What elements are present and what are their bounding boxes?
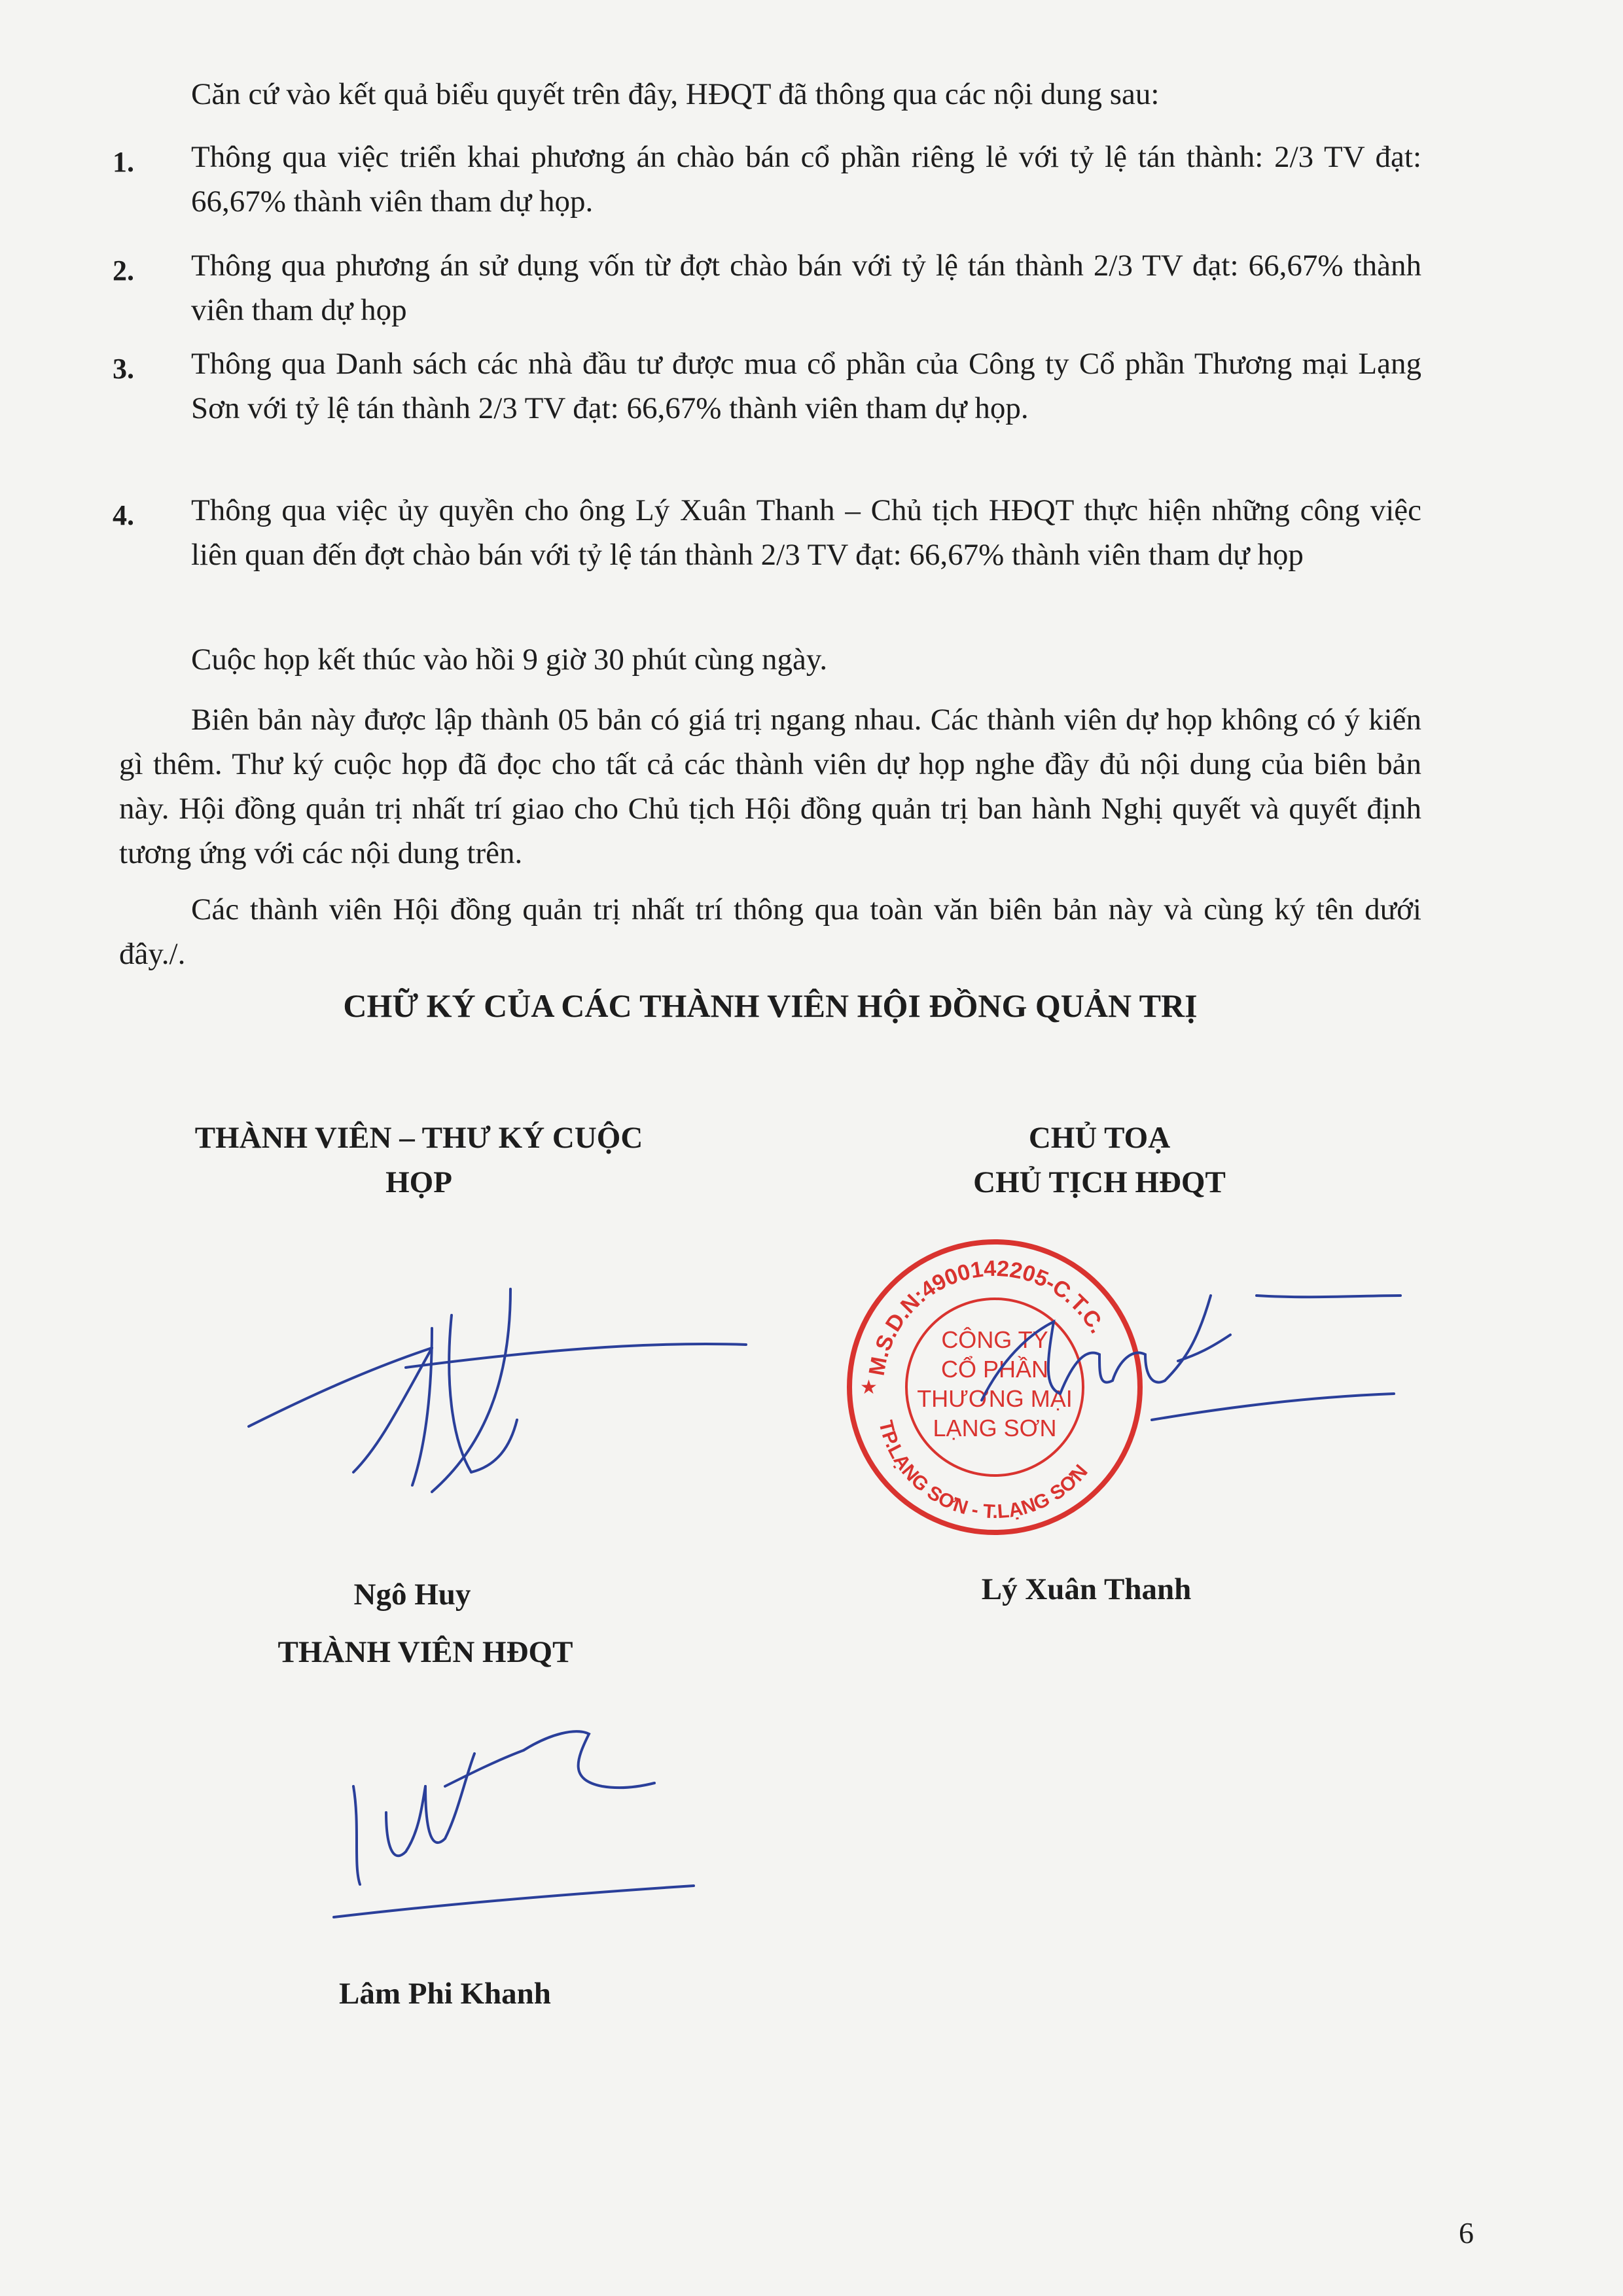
- left-role-line2: HỌP: [385, 1165, 452, 1199]
- stamp-star-icon: ★: [860, 1377, 878, 1398]
- list-item: Thông qua việc triển khai phương án chào bán cổ phần riêng lẻ với tỷ lệ tán thành: 2/3 TV đạt: 66,67% thành viên tham dự họp.: [191, 140, 1421, 219]
- item-number: 2.: [113, 255, 134, 287]
- signature-ly-xuan-thanh: [903, 1282, 1400, 1453]
- signature-ngo-huy: [236, 1276, 759, 1525]
- intro-text: Căn cứ vào kết quả biểu quyết trên đây, HĐQT đã thông qua các nội dung sau:: [191, 77, 1160, 111]
- stamp-bottom-text: TP.LẠNG SƠN - T.LẠNG SƠN: [874, 1418, 1092, 1523]
- list-item: Thông qua việc ủy quyền cho ông Lý Xuân Thanh – Chủ tịch HĐQT thực hiện những công việc liên quan đến đợt chào bán với tỷ lệ tán thành 2/3 TV đạt: 66,67% thành viên tham dự họp: [191, 493, 1421, 572]
- left-role2: THÀNH VIÊN HĐQT: [277, 1635, 573, 1669]
- minutes-paragraph: Biên bản này được lập thành 05 bản có giá trị ngang nhau. Các thành viên dự họp không có ý kiến gì thêm. Thư ký cuộc họp đã đọc cho tất cả các thành viên dự họp nghe đầy đủ nội dung của biên bản này. Hội đồng quản trị nhất trí giao cho Chủ tịch Hội đồng quản trị ban hành Nghị quyết và quyết định tương ứng với các nội dung trên.: [119, 703, 1421, 870]
- right-role-line1: CHỦ TOẠ: [1028, 1121, 1171, 1155]
- right-role-line2: CHỦ TỊCH HĐQT: [973, 1165, 1226, 1199]
- item-number: 4.: [113, 499, 134, 531]
- stamp-ring-text: M.S.D.N:4900142205-C.T.C.: [864, 1256, 1111, 1378]
- item-number: 1.: [113, 146, 134, 178]
- page-number: 6: [1459, 2216, 1474, 2250]
- right-name: Lý Xuân Thanh: [981, 1572, 1192, 1606]
- stamp-line2: CỔ PHẦN: [940, 1356, 1049, 1383]
- stamp-line1: CÔNG TY: [941, 1326, 1048, 1353]
- item-number: 3.: [113, 353, 134, 385]
- list-item: Thông qua Danh sách các nhà đầu tư được mua cổ phần của Công ty Cổ phần Thương mại Lạng Sơn với tỷ lệ tán thành 2/3 TV đạt: 66,67% thành viên tham dự họp.: [191, 347, 1421, 425]
- list-item: Thông qua phương án sử dụng vốn từ đợt chào bán với tỷ lệ tán thành 2/3 TV đạt: 66,67% thành viên tham dự họp: [191, 249, 1421, 327]
- left-name: Ngô Huy: [353, 1578, 471, 1612]
- left-name2: Lâm Phi Khanh: [339, 1977, 551, 2011]
- signature-lam-phi-khanh: [314, 1714, 707, 1937]
- stamp-line4: LẠNG SƠN: [933, 1415, 1057, 1441]
- signature-heading: CHỮ KÝ CỦA CÁC THÀNH VIÊN HỘI ĐỒNG QUẢN TRỊ: [343, 987, 1198, 1024]
- closing-text: Cuộc họp kết thúc vào hồi 9 giờ 30 phút cùng ngày.: [191, 643, 828, 677]
- stamp-line3: THƯƠNG MẠI: [917, 1385, 1073, 1412]
- left-role-line1: THÀNH VIÊN – THƯ KÝ CUỘC: [194, 1121, 643, 1155]
- approval-paragraph: Các thành viên Hội đồng quản trị nhất trí thông qua toàn văn biên bản này và cùng ký tên dưới đây./.: [119, 892, 1421, 971]
